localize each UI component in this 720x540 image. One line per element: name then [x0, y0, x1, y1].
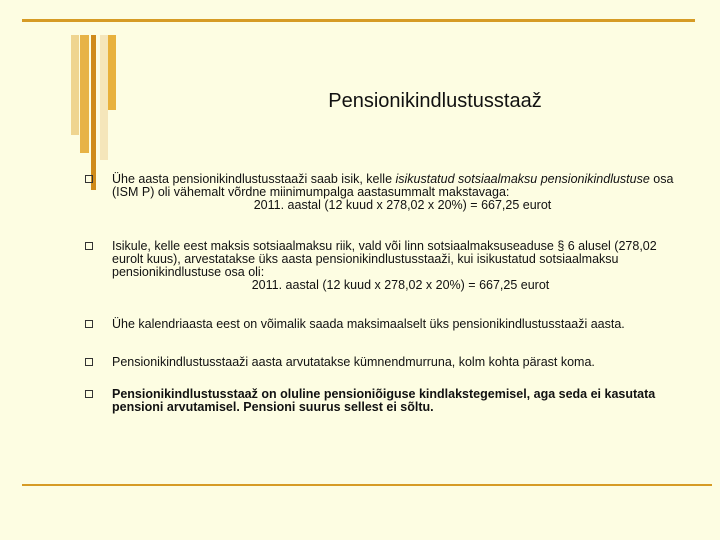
calculation-line: 2011. aastal (12 kuud x 278,02 x 20%) = 667,25 eurot	[251, 278, 550, 292]
decorative-bar	[71, 35, 79, 135]
bullet-text: osa (ISM P) oli vähemalt võrdne miinimumpalga aastasummalt makstavaga:	[112, 172, 674, 199]
bullet-item	[85, 356, 685, 369]
checkbox-bullet-icon	[85, 390, 93, 398]
decorative-bar	[91, 35, 96, 190]
bullet-list	[85, 173, 685, 414]
bullet-item	[85, 318, 685, 331]
bottom-rule	[22, 484, 712, 486]
bullet-text: Isikule, kelle eest maksis sotsiaalmaksu riik, vald või linn sotsiaalmaksuseaduse § 6 alusel (278,02 eurolt kuus), arvestatakse üks aasta pensionikindlustusstaaži, kui isikustatud sotsiaalmaksu pensionikindlustuse osa oli:	[112, 239, 657, 279]
bullet-text: Pensionikindlustusstaaž on oluline pensioniõiguse kindlakstegemisel, aga seda ei kasutata pensioni arvutamisel. Pensioni suurus sellest ei sõltu.	[112, 387, 656, 414]
checkbox-bullet-icon	[85, 175, 93, 183]
decorative-bar	[100, 35, 108, 160]
bullet-text: Ühe kalendriaasta eest on võimalik saada maksimaalselt üks pensionikindlustusstaaži aasta.	[112, 317, 625, 331]
decorative-bar	[80, 35, 89, 153]
calculation-line: 2011. aastal (12 kuud x 278,02 x 20%) = 667,25 eurot	[253, 198, 552, 212]
bullet-italic-text: isikustatud sotsiaalmaksu pensionikindlustuse	[395, 172, 650, 186]
bullet-text: Pensionikindlustusstaaži aasta arvutatakse kümnendmurruna, kolm kohta pärast koma.	[112, 355, 595, 369]
checkbox-bullet-icon	[85, 242, 93, 250]
slide-title: Pensionikindlustusstaaž	[328, 90, 542, 112]
checkbox-bullet-icon	[85, 358, 93, 366]
bullet-text: Ühe aasta pensionikindlustusstaaži saab isik, kelle	[112, 172, 396, 186]
bullet-item	[85, 240, 685, 292]
checkbox-bullet-icon	[85, 320, 93, 328]
bullet-item	[85, 388, 685, 414]
bullet-item	[85, 173, 685, 212]
top-rule	[22, 19, 695, 22]
decorative-bar	[108, 35, 116, 110]
